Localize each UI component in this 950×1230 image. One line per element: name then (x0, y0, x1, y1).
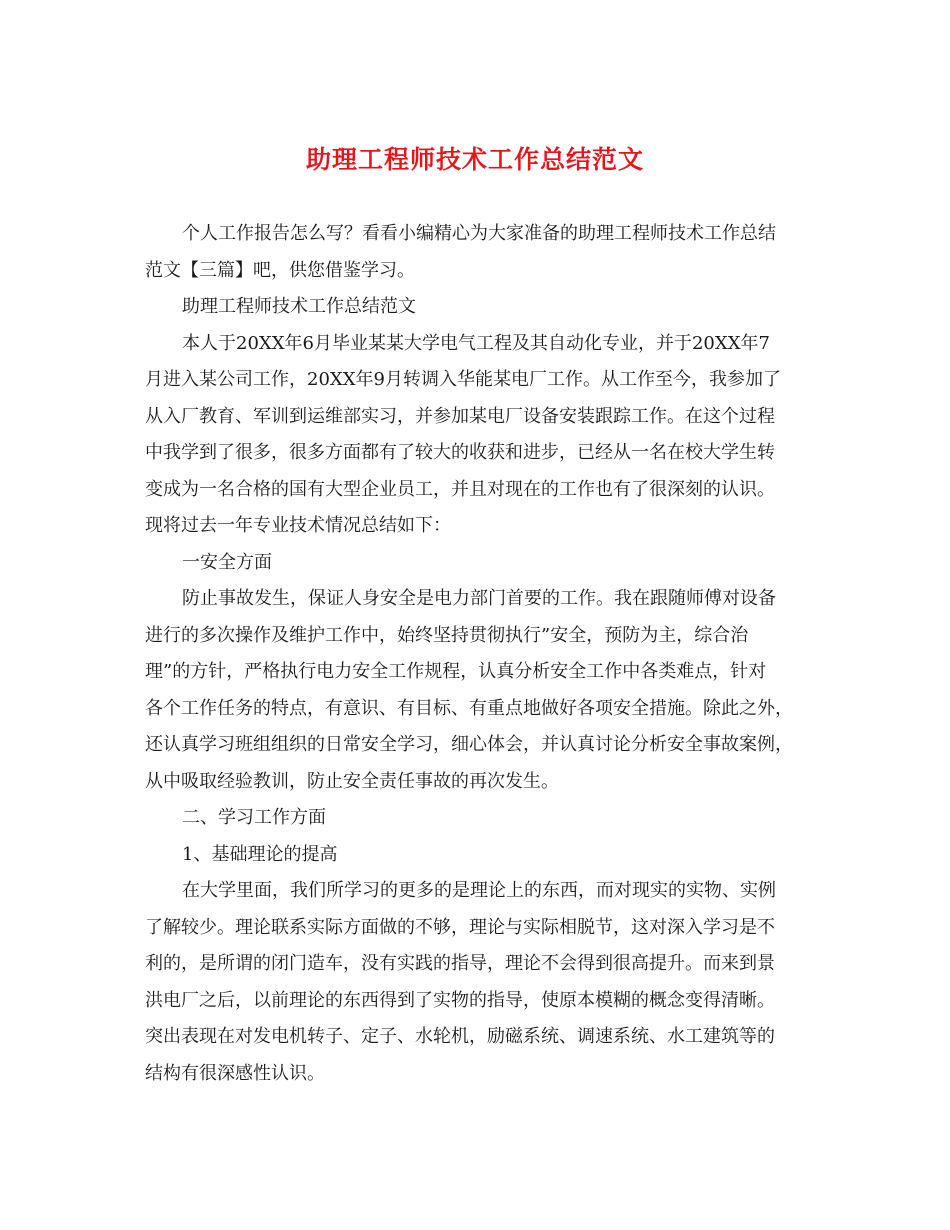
text-line: 在大学里面，我们所学习的更多的是理论上的东西，而对现实的实物、实例 (182, 880, 776, 901)
text-line: 现将过去一年专业技术情况总结如下： (145, 515, 451, 536)
text-line: 突出表现在对发电机转子、定子、水轮机，励磁系统、调速系统、水工建筑等的 (145, 1026, 775, 1047)
text-line: 洪电厂之后，以前理论的东西得到了实物的指导，使原本模糊的概念变得清晰。 (145, 989, 775, 1011)
text-line: 助理工程师技术工作总结范文 (182, 296, 416, 317)
text-line: 还认真学习班组组织的日常安全学习，细心体会，并认真讨论分析安全事故案例， (145, 734, 793, 755)
text-line: 个人工作报告怎么写？看看小编精心为大家准备的助理工程师技术工作总结 (182, 223, 776, 244)
document-body (145, 216, 805, 1092)
text-line: 二、学习工作方面 (182, 807, 326, 828)
text-line: 本人于20XX年6月毕业某某大学电气工程及其自动化专业，并于20XX年7 (182, 332, 770, 354)
text-line: 了解较少。理论联系实际方面做的不够，理论与实际相脱节，这对深入学习是不 (145, 916, 775, 938)
document-title: 助理工程师技术工作总结范文 (305, 145, 644, 174)
text-line: 变成为一名合格的国有大型企业员工，并且对现在的工作也有了很深刻的认识。 (145, 478, 775, 500)
text-line: 理”的方针，严格执行电力安全工作规程，认真分析安全工作中各类难点，针对 (145, 661, 767, 682)
text-line: 一安全方面 (182, 551, 272, 573)
text-line: 利的，是所谓的闭门造车，没有实践的指导，理论不会得到很高提升。而来到景 (145, 953, 775, 974)
text-line: 从中吸取经验教训，防止安全责任事故的再次发生。 (145, 770, 559, 792)
text-line: 防止事故发生，保证人身安全是电力部门首要的工作。我在跟随师傅对设备 (182, 588, 776, 609)
text-line: 月进入某公司工作，20XX年9月转调入华能某电厂工作。从工作至今，我参加了 (145, 369, 781, 390)
text-line: 中我学到了很多，很多方面都有了较大的收获和进步，已经从一名在校大学生转 (145, 442, 775, 463)
text-line: 结构有很深感性认识。 (145, 1062, 325, 1084)
text-line: 范文【三篇】吧，供您借鉴学习。 (145, 259, 415, 281)
text-line: 进行的多次操作及维护工作中，始终坚持贯彻执行”安全，预防为主，综合治 (145, 624, 749, 646)
text-line: 1、基础理论的提高 (182, 843, 338, 865)
text-line: 从入厂教育、军训到运维部实习，并参加某电厂设备安装跟踪工作。在这个过程 (145, 405, 775, 427)
text-line: 各个工作任务的特点，有意识、有目标、有重点地做好各项安全措施。除此之外， (145, 697, 793, 719)
